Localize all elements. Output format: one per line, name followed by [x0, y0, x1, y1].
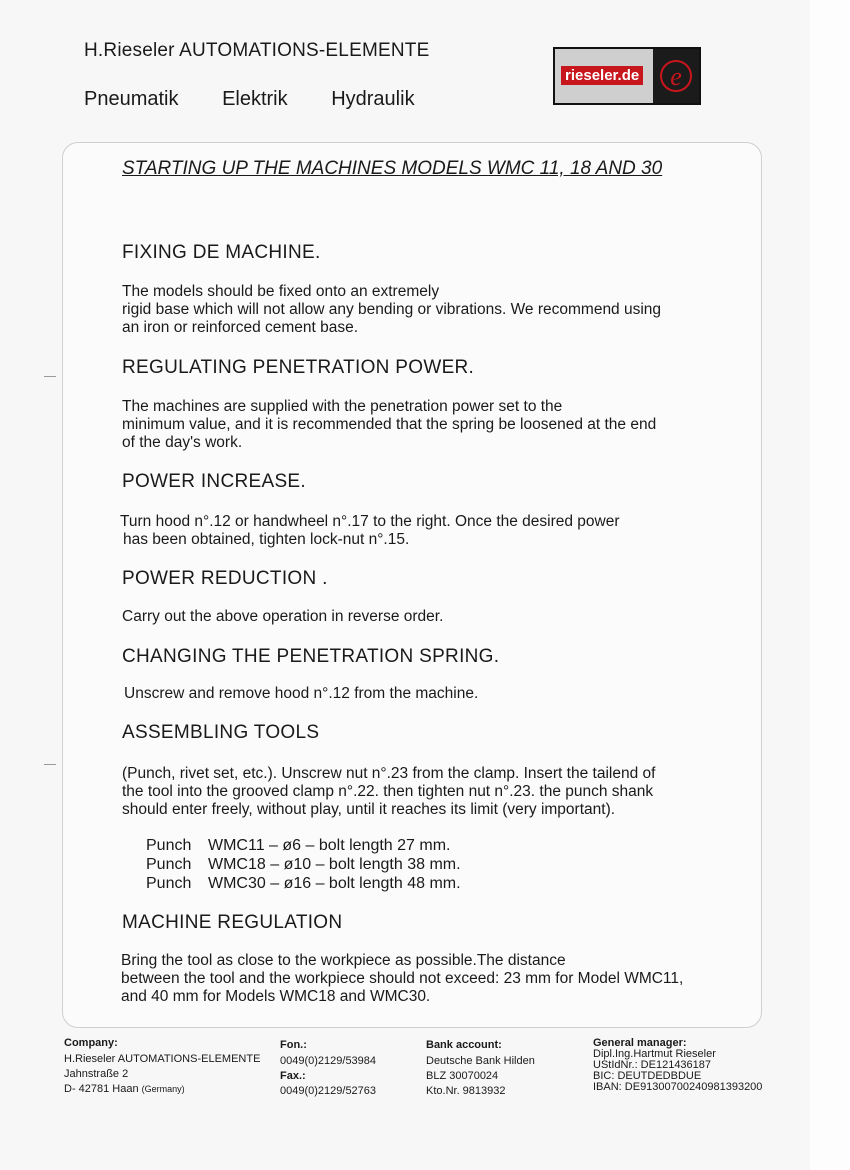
heading-regulating: REGULATING PENETRATION POWER.: [122, 357, 475, 378]
svg-text:e: e: [670, 62, 682, 91]
footer-phone: Fon.: 0049(0)2129/53984 Fax.: 0049(0)2129/52763: [280, 1039, 377, 1097]
scan-mark: [44, 764, 56, 765]
heading-fixing: FIXING DE MACHINE.: [122, 242, 321, 263]
paragraph-fixing: The models should be fixed onto an extremely rigid base which will not allow any bending or vibrations. We recommend using an iron or reinforced cement base.: [122, 283, 662, 336]
heading-machine-regulation: MACHINE REGULATION: [122, 912, 343, 933]
footer-company: Company: H.Rieseler AUTOMATIONS-ELEMENTE Jahnstraße 2 D- 42781 Haan (Germany): [64, 1037, 261, 1095]
paragraph-changing-spring: Unscrew and remove hood n°.12 from the machine.: [124, 685, 479, 702]
division-hydraulik: Hydraulik: [331, 88, 415, 110]
scan-edge: [810, 0, 850, 1170]
punch-row: Punch WMC11 – ø6 – bolt length 27 mm.: [146, 837, 451, 854]
heading-assembling-tools: ASSEMBLING TOOLS: [122, 722, 320, 743]
paragraph-machine-regulation: Bring the tool as close to the workpiece as possible.The distance between the tool and the workpiece should not exceed: 23 mm for Model WMC11, and 40 mm for Models WMC18 and WMC30.: [121, 952, 684, 1005]
divisions: [84, 88, 453, 111]
paragraph-power-reduction: Carry out the above operation in reverse order.: [122, 608, 444, 625]
punch-row: Punch WMC30 – ø16 – bolt length 48 mm.: [146, 875, 461, 892]
rieseler-logo: [553, 47, 701, 105]
company-name: H.Rieseler AUTOMATIONS-ELEMENTE: [84, 40, 430, 61]
logo-text: rieseler.de: [561, 66, 643, 85]
paragraph-power-increase: Turn hood n°.12 or handwheel n°.17 to the right. Once the desired power has been obtained, tighten lock-nut n°.15.: [120, 513, 620, 548]
division-elektrik: Elektrik: [222, 88, 288, 110]
logo-e-icon: [653, 49, 699, 103]
heading-power-reduction: POWER REDUCTION .: [122, 568, 328, 589]
punch-row: Punch WMC18 – ø10 – bolt length 38 mm.: [146, 856, 461, 873]
punch-list: [146, 836, 461, 893]
footer-bank: Bank account: Deutsche Bank Hilden BLZ 30070024 Kto.Nr. 9813932: [426, 1039, 535, 1097]
footer-manager: General manager: Dipl.Ing.Hartmut Rieseler UStIdNr.: DE121436187 BIC: DEUTDEDBDUE IBAN: DE91300700240981393200: [593, 1037, 763, 1093]
document-title: STARTING UP THE MACHINES MODELS WMC 11, 18 AND 30: [122, 158, 663, 179]
division-pneumatik: Pneumatik: [84, 88, 179, 110]
heading-changing-spring: CHANGING THE PENETRATION SPRING.: [122, 646, 500, 667]
paragraph-regulating: The machines are supplied with the penetration power set to the minimum value, and it is recommended that the spring be loosened at the end of the day's work.: [122, 398, 657, 451]
scan-mark: [44, 376, 56, 377]
heading-power-increase: POWER INCREASE.: [122, 471, 306, 492]
paragraph-assembling-tools: (Punch, rivet set, etc.). Unscrew nut n°.23 from the clamp. Insert the tailend of the tool into the grooved clamp n°.22. then tighten nut n°.23. the punch shank should enter freely, without play, until it reaches its limit (very important).: [122, 765, 656, 818]
